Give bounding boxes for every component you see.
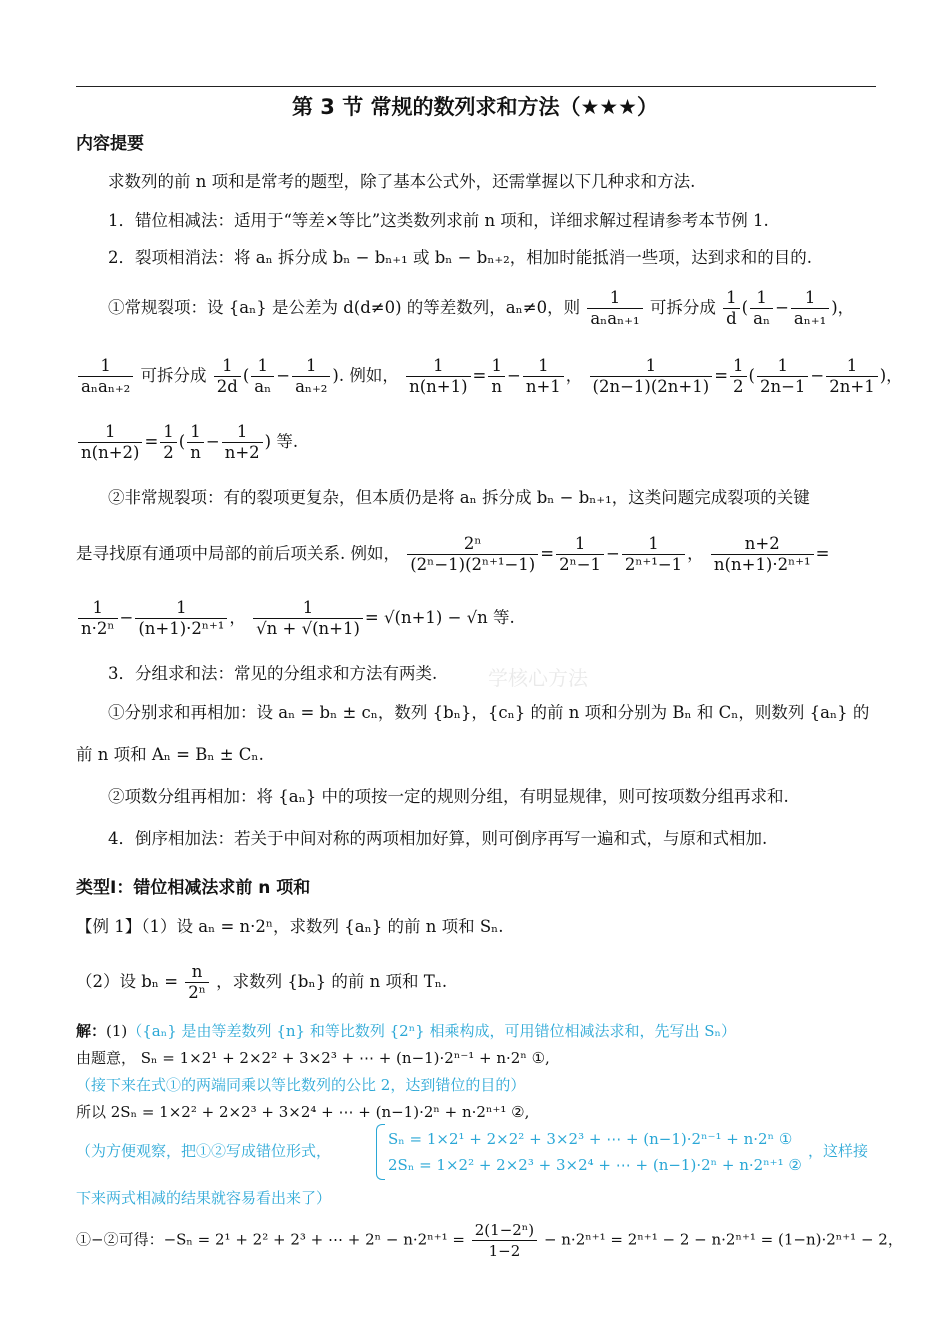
text: ①−②可得：−Sₙ = 2¹ + 2² + 2³ + ⋯ + 2ⁿ − n·2ⁿ⁺¹ = [76,1230,465,1249]
text: 等. [276,432,299,451]
solution-eq1: 由题意， Sₙ = 1×2¹ + 2×2² + 3×2³ + ⋯ + (n−1)·2ⁿ⁻¹ + n·2ⁿ ①, [76,1049,550,1067]
example-question-2 [76,962,447,1003]
fraction: $\frac{1}{\text{2ⁿ⁺¹−1}}$ [622,534,685,575]
page-title: 第 3 节 常规的数列求和方法（★★★） [291,95,659,119]
fraction: $\frac{1}{\text{aₙ}}$ [251,356,274,397]
fraction: $\frac{1}{√n + √(n+1)}$ [253,598,363,639]
method-2-1-line2: $\frac{1}{\text{aₙaₙ₊₂}}$ 可拆分成 $\frac{1}{2d}$ ( $\frac{1}{\text{aₙ}}$ − $\frac{1}{\text{aₙ₊₂}}$ ). 例如， $\frac{1}{n(n+1)}$ = $\frac{1}{n}$ − $\frac{1}{n+1}$ ， $\frac{1}{(2n-1)(2n+1)}$ = $\frac{1}{2}$ ( $\frac{1}{2n-1}$ − $\frac{1}{2n+1}$ )， [76,356,903,397]
method-2-1-line3: $\frac{1}{n(n+2)}$ = $\frac{1}{2}$ ( $\frac{1}{n}$ − $\frac{1}{n+2}$ ) 等. [76,422,298,463]
fraction: $\frac{\text{2ⁿ}}{\text{(2ⁿ−1)(2ⁿ⁺¹−1)}}$ [407,534,538,575]
solution-note2: （接下来在式①的两端同乘以等比数列的公比 2，达到错位的目的） [76,1076,526,1094]
note3-end: 下来两式相减的结果就容易看出来了） [76,1189,332,1207]
method-1: 1．错位相减法：适用于“等差×等比”这类数列求前 n 项和，详细求解过程请参考本节例 1. [108,211,769,230]
solution-eq2: 所以 2Sₙ = 1×2² + 2×2³ + 3×2⁴ + ⋯ + (n−1)·2ⁿ + n·2ⁿ⁺¹ ②, [76,1103,530,1121]
method-2-2-line3: $\frac{1}{\text{n·2ⁿ}}$ − $\frac{1}{\text{(n+1)·2ⁿ⁺¹}}$ ， $\frac{1}{√n + √(n+1)}$ = √(n+1) − √n 等. [76,598,515,639]
fraction: $\frac{1}{2n+1}$ [826,356,877,397]
method-3-2: ②项数分组再相加：将 {aₙ} 中的项按一定的规则分组，有明显规律，则可按项数分组再求和. [108,787,789,806]
text: ，求数列 {bₙ} 的前 n 项和 Tₙ. [216,972,448,991]
fraction: $\frac{1}{\text{aₙ₊₁}}$ [791,288,829,329]
method-2-2-line1: ②非常规裂项：有的裂项更复杂，但本质仍是将 aₙ 拆分成 bₙ − bₙ₊₁，这类问题完成裂项的关键 [108,488,810,507]
note: （{aₙ} 是由等差数列 {n} 和等比数列 {2ⁿ} 相乘构成，可用错位相减法求和，先写出 Sₙ） [127,1022,737,1040]
fraction: $\frac{1}{\text{aₙaₙ₊₁}}$ [587,288,642,329]
example-question-1: 【例 1】（1）设 aₙ = n·2ⁿ，求数列 {aₙ} 的前 n 项和 Sₙ. [76,917,504,936]
section-label: 内容提要 [76,134,144,154]
fraction: $\frac{1}{n+2}$ [222,422,263,463]
solution-note3: （为方便观察，把①②写成错位形式， [76,1142,332,1160]
fraction: $\frac{1}{2}$ [730,356,747,397]
fraction: $\frac{1}{2}$ [160,422,177,463]
fraction: $\frac{1}{n}$ [187,422,204,463]
method-2-1-line1: ①常规裂项：设 {aₙ} 是公差为 d(d≠0) 的等差数列，aₙ≠0，则 $\frac{1}{\text{aₙaₙ₊₁}}$ 可拆分成 $\frac{1}{d}$ ( $\frac{1}{\text{aₙ}}$ − $\frac{1}{\text{aₙ₊₁}}$ )， [108,288,855,328]
brace [376,1124,385,1180]
fraction: $\frac{1}{\text{(n+1)·2ⁿ⁺¹}}$ [135,598,227,639]
fraction: $\frac{1}{(2n-1)(2n+1)}$ [590,356,713,397]
top-rule [76,86,876,87]
text: − n·2ⁿ⁺¹ = 2ⁿ⁺¹ − 2 − n·2ⁿ⁺¹ = (1−n)·2ⁿ⁺¹ − 2， [543,1230,903,1249]
solution-part1 [76,1020,736,1042]
fraction: $\frac{n}{\text{2ⁿ}}$ [185,962,209,1003]
method-3-1-line1: ①分别求和再相加：设 aₙ = bₙ ± cₙ，数列 {bₙ}，{cₙ} 的前 n 项和分别为 Bₙ 和 Cₙ，则数列 {aₙ} 的 [108,703,870,722]
fraction: $\frac{1}{n+1}$ [523,356,564,397]
fraction: $\frac{1}{2d}$ [214,356,241,397]
fraction: $\frac{1}{n(n+2)}$ [78,422,142,463]
text: （2）设 bₙ = [76,972,179,991]
solution-label: 解： [76,1022,107,1040]
fraction: $\frac{1}{\text{2ⁿ−1}}$ [556,534,604,575]
fraction: $\frac{1}{2n-1}$ [757,356,808,397]
fraction: $\frac{1}{\text{aₙaₙ₊₂}}$ [78,356,133,397]
fraction: $\frac{1}{\text{n·2ⁿ}}$ [78,598,118,639]
method-4: 4．倒序相加法：若关于中间对称的两项相加好算，则可倒序再写一遍和式，与原和式相加. [108,829,768,848]
solution-eq3 [76,1220,903,1261]
method-2: 2．裂项相消法：将 aₙ 拆分成 bₙ − bₙ₊₁ 或 bₙ − bₙ₊₂，相加时能抵消一些项，达到求和的目的. [108,248,813,267]
method-2-2-line2: 是寻找原有通项中局部的前后项关系. 例如， $\frac{\text{2ⁿ}}{\text{(2ⁿ−1)(2ⁿ⁺¹−1)}}$ = $\frac{1}{\text{2ⁿ−1}}$ − $\frac{1}{\text{2ⁿ⁺¹−1}}$ ， $\frac{n+2}{\text{n(n+1)·2ⁿ⁺¹}}$ = [76,534,830,574]
text: (1) [106,1022,128,1040]
text: 等. [493,608,515,627]
fraction: $\frac{1}{n}$ [488,356,505,397]
text: ①常规裂项：设 {aₙ} 是公差为 d(d≠0) 的等差数列，aₙ≠0，则 [108,298,581,317]
fraction: $\frac{1}{\text{aₙ}}$ [750,288,773,329]
text: 可拆分成 [140,366,207,385]
note3-line2: 2Sₙ = 1×2² + 2×2³ + 3×2⁴ + ⋯ + (n−1)·2ⁿ + n·2ⁿ⁺¹ ② [388,1156,802,1174]
fraction: $\frac{1}{d}$ [723,288,740,329]
note3-cont: ，这样接 [808,1142,869,1160]
type1-heading: 类型Ⅰ：错位相减法求前 n 项和 [76,878,311,898]
method-3-1-line2: 前 n 项和 Aₙ = Bₙ ± Cₙ. [76,745,264,764]
intro-text: 求数列的前 n 项和是常考的题型，除了基本公式外，还需掌握以下几种求和方法. [108,172,696,191]
text: 可拆分成 [649,298,716,317]
method-3: 3．分组求和法：常见的分组求和方法有两类. [108,664,438,683]
watermark: 学核心方法 [488,666,588,690]
fraction: $\frac{1}{n(n+1)}$ [406,356,470,397]
text: 是寻找原有通项中局部的前后项关系. 例如， [76,544,400,563]
fraction: $\frac{\text{2(1−2ⁿ)}}{1-2}$ [472,1220,537,1261]
fraction: $\frac{n+2}{\text{n(n+1)·2ⁿ⁺¹}}$ [711,534,814,575]
fraction: $\frac{1}{\text{aₙ₊₂}}$ [292,356,330,397]
note3-line1: Sₙ = 1×2¹ + 2×2² + 3×2³ + ⋯ + (n−1)·2ⁿ⁻¹ + n·2ⁿ ① [388,1130,793,1148]
